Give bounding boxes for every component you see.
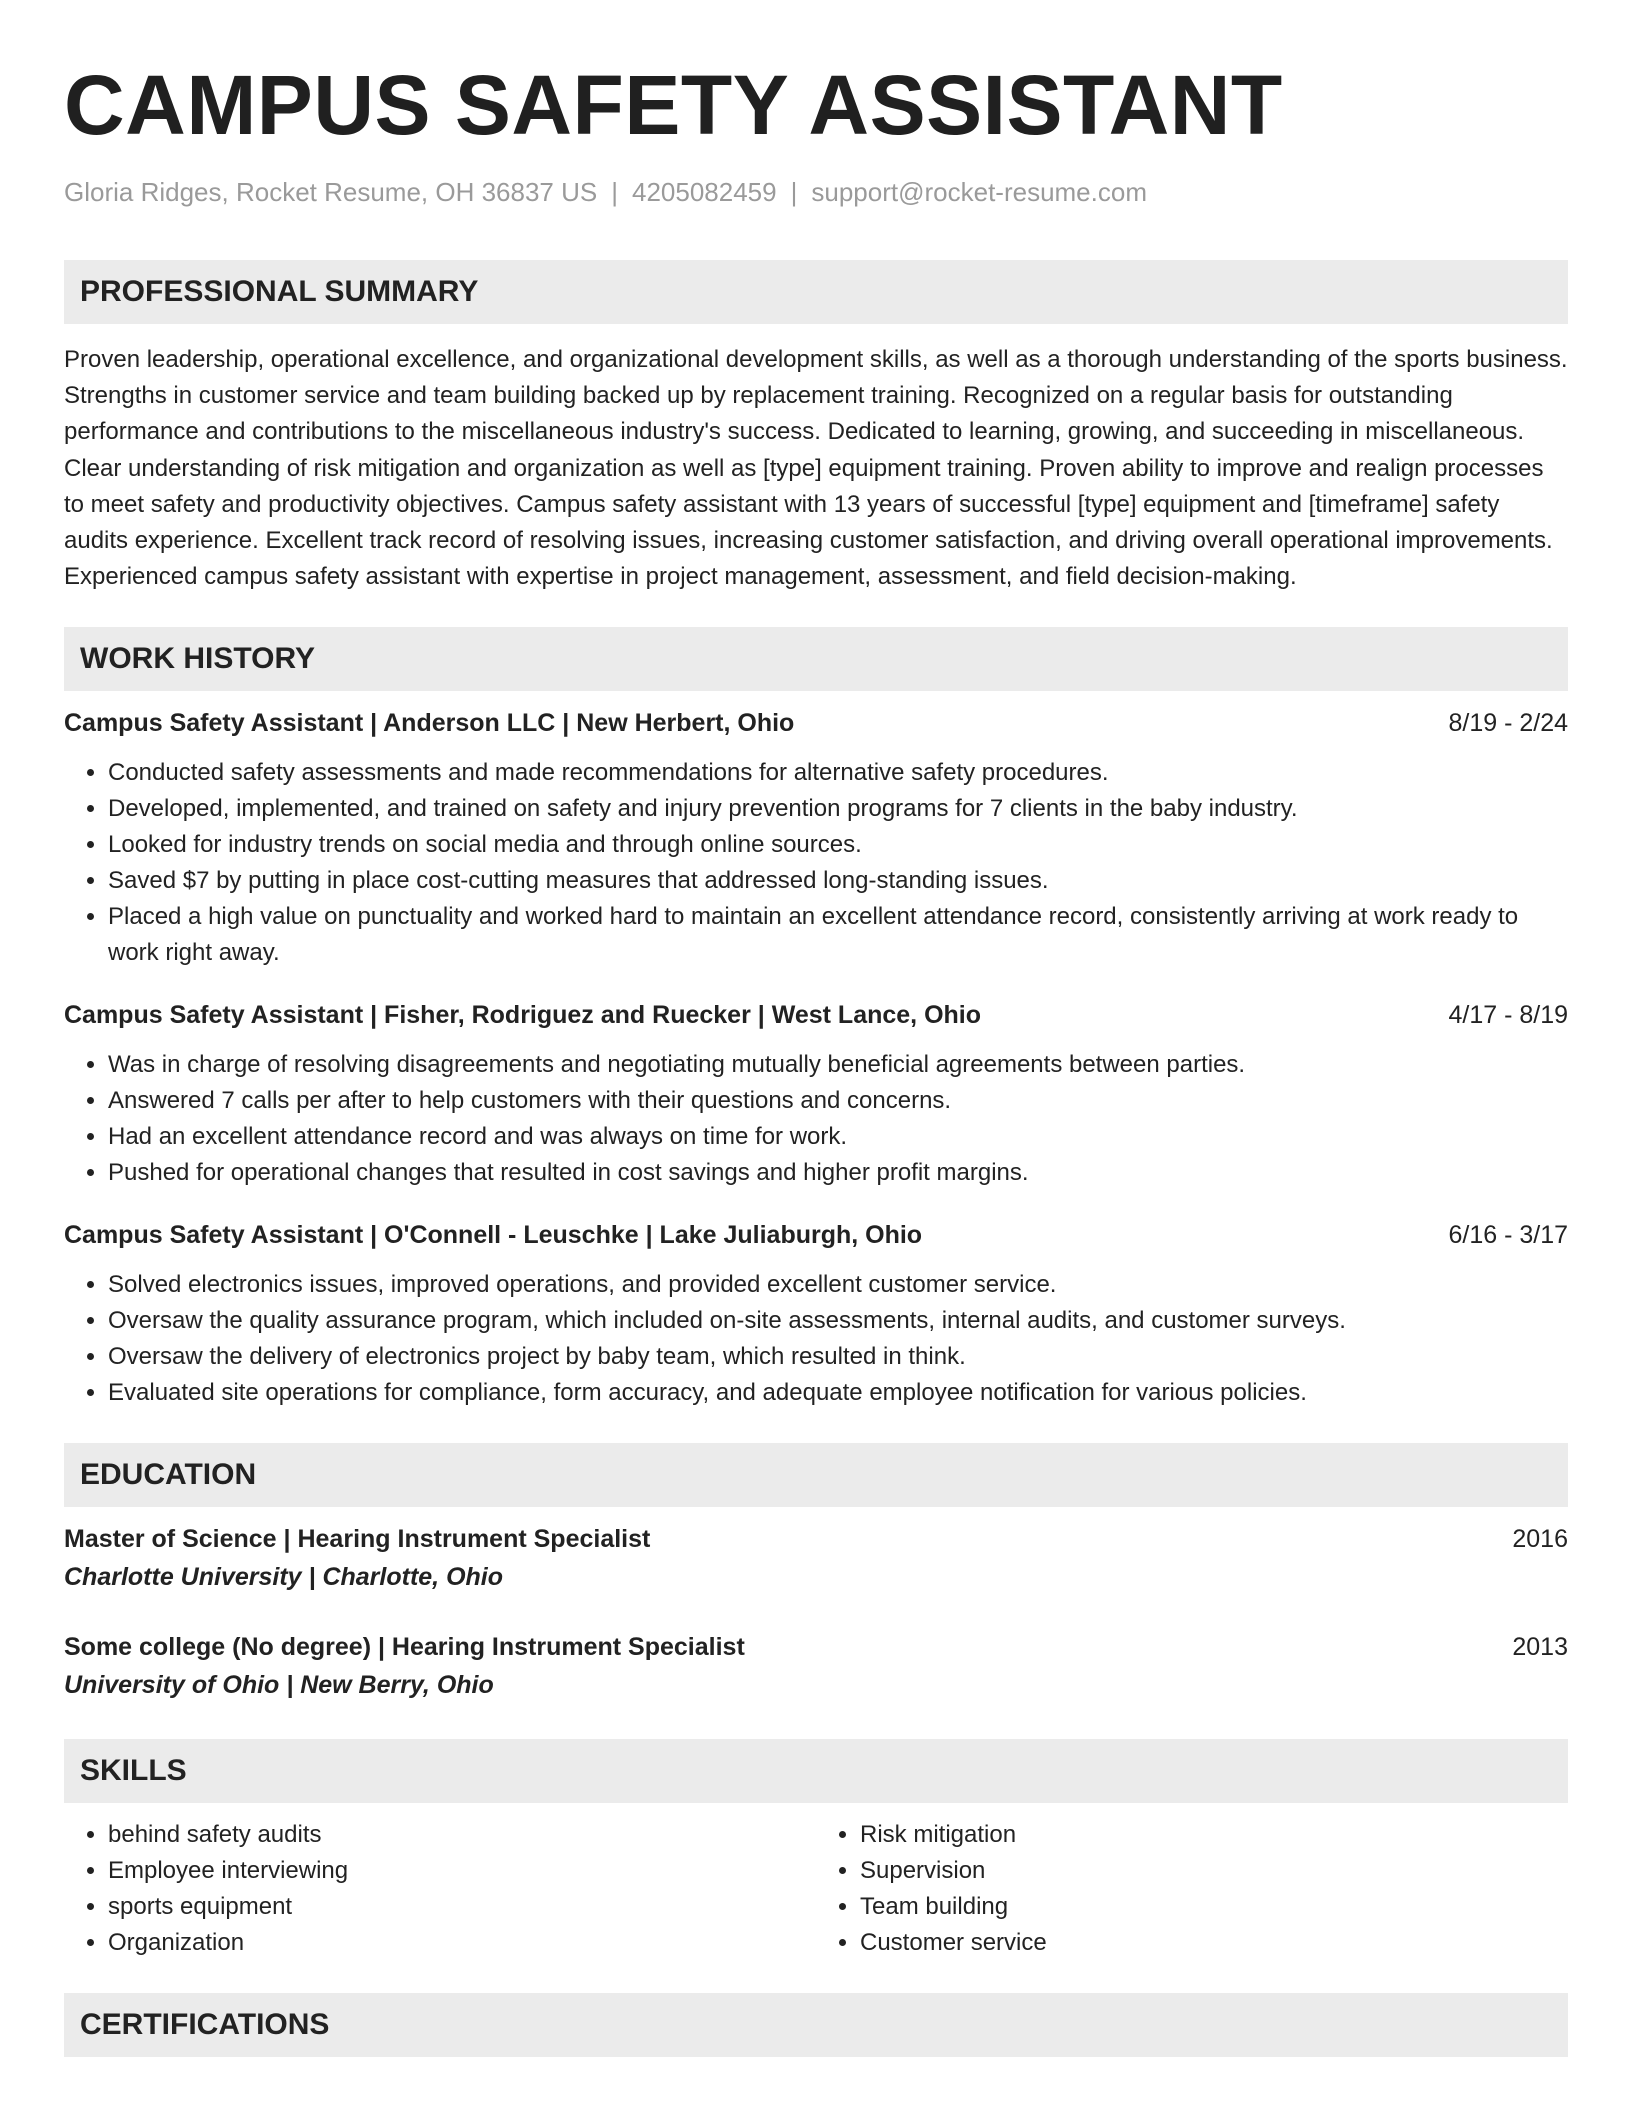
skill-item: • sports equipment — [108, 1889, 816, 1925]
skill-item: • Customer service — [860, 1925, 1568, 1961]
section-header-skills: SKILLS — [64, 1739, 1568, 1803]
education-degree: Master of Science | Hearing Instrument Specialist — [64, 1525, 651, 1554]
job-bullet: • Pushed for operational changes that resulted in cost savings and higher profit margins. — [108, 1155, 1568, 1191]
contact-separator: | — [790, 177, 798, 207]
job-bullet: • Saved $7 by putting in place cost-cutting measures that addressed long-standing issues. — [108, 863, 1568, 899]
contact-phone: 4205082459 — [632, 177, 777, 207]
skill-item: • Employee interviewing — [108, 1853, 816, 1889]
job-bullet: • Developed, implemented, and trained on safety and injury prevention programs for 7 clients in the baby industry. — [108, 791, 1568, 827]
job-bullet: • Solved electronics issues, improved operations, and provided excellent customer service. — [108, 1267, 1568, 1303]
skills-list — [64, 1817, 1568, 1961]
job-bullet: • Answered 7 calls per after to help customers with their questions and concerns. — [108, 1083, 1568, 1119]
education-school: Charlotte University | Charlotte, Ohio — [64, 1563, 504, 1592]
section-header-work-history: WORK HISTORY — [64, 627, 1568, 691]
skill-item: • behind safety audits — [108, 1817, 816, 1853]
job-title: Campus Safety Assistant | Anderson LLC | New Herbert, Ohio — [64, 709, 795, 738]
education-degree: Some college (No degree) | Hearing Instrument Specialist — [64, 1633, 745, 1662]
job-bullets — [64, 755, 1568, 971]
contact-line — [64, 174, 1568, 210]
skill-item: • Supervision — [860, 1853, 1568, 1889]
job-bullet: • Was in charge of resolving disagreements and negotiating mutually beneficial agreements between parties. — [108, 1047, 1568, 1083]
job-dates: 4/17 - 8/19 — [1448, 1001, 1568, 1030]
section-header-summary: PROFESSIONAL SUMMARY — [64, 260, 1568, 324]
job-header — [64, 1217, 1568, 1253]
contact-email: support@rocket-resume.com — [811, 177, 1147, 207]
job-bullet: • Conducted safety assessments and made recommendations for alternative safety procedures. — [108, 755, 1568, 791]
job-dates: 8/19 - 2/24 — [1448, 709, 1568, 738]
education-year: 2016 — [1512, 1525, 1568, 1554]
job-bullet: • Looked for industry trends on social media and through online sources. — [108, 827, 1568, 863]
education-header — [64, 1521, 1568, 1557]
job-bullet: • Oversaw the quality assurance program, which included on-site assessments, internal audits, and customer surveys. — [108, 1303, 1568, 1339]
job-bullets — [64, 1267, 1568, 1411]
summary-text: Proven leadership, operational excellence, and organizational development skills, as well as a thorough understanding of the sports business. Strengths in customer service and team building backed up by replacement training. Recognized on a regular basis for outstanding performance and contributions to the miscellaneous industry's success. Dedicated to learning, growing, and succeeding in miscellaneous. Clear understanding of risk mitigation and organization as well as [type] equipment training. Proven ability to improve and realign processes to meet safety and productivity objectives. Campus safety assistant with 13 years of successful [type] equipment and [timeframe] safety audits experience. Excellent track record of resolving issues, increasing customer satisfaction, and driving overall operational improvements. Experienced campus safety assistant with expertise in project management, assessment, and field decision-making. — [64, 346, 1568, 591]
resume-title: CAMPUS SAFETY ASSISTANT — [64, 58, 1283, 152]
job-entry — [64, 1217, 1568, 1411]
job-bullet: • Oversaw the delivery of electronics project by baby team, which resulted in think. — [108, 1339, 1568, 1375]
section-header-certifications: CERTIFICATIONS — [64, 1993, 1568, 2057]
job-entry — [64, 997, 1568, 1191]
job-bullet: • Had an excellent attendance record and was always on time for work. — [108, 1119, 1568, 1155]
skill-item: • Risk mitigation — [860, 1817, 1568, 1853]
job-title: Campus Safety Assistant | Fisher, Rodriguez and Ruecker | West Lance, Ohio — [64, 1001, 982, 1030]
job-dates: 6/16 - 3/17 — [1448, 1221, 1568, 1250]
job-bullet: • Placed a high value on punctuality and worked hard to maintain an excellent attendance record, consistently arriving at work ready to work right away. — [108, 899, 1568, 971]
job-title: Campus Safety Assistant | O'Connell - Leuschke | Lake Juliaburgh, Ohio — [64, 1221, 923, 1250]
skills-column-left — [64, 1817, 816, 1961]
contact-address: Gloria Ridges, Rocket Resume, OH 36837 US — [64, 177, 598, 207]
education-year: 2013 — [1512, 1633, 1568, 1662]
job-header — [64, 997, 1568, 1033]
contact-separator: | — [611, 177, 618, 207]
section-header-education: EDUCATION — [64, 1443, 1568, 1507]
skill-item: • Team building — [860, 1889, 1568, 1925]
education-header — [64, 1629, 1568, 1665]
job-entry — [64, 705, 1568, 971]
skill-item: • Organization — [108, 1925, 816, 1961]
job-bullet: • Evaluated site operations for compliance, form accuracy, and adequate employee notification for various policies. — [108, 1375, 1568, 1411]
education-school: University of Ohio | New Berry, Ohio — [64, 1671, 494, 1700]
education-entry — [64, 1521, 1568, 1595]
skills-column-right — [816, 1817, 1568, 1961]
education-entry — [64, 1629, 1568, 1703]
job-bullets — [64, 1047, 1568, 1191]
job-header — [64, 705, 1568, 741]
